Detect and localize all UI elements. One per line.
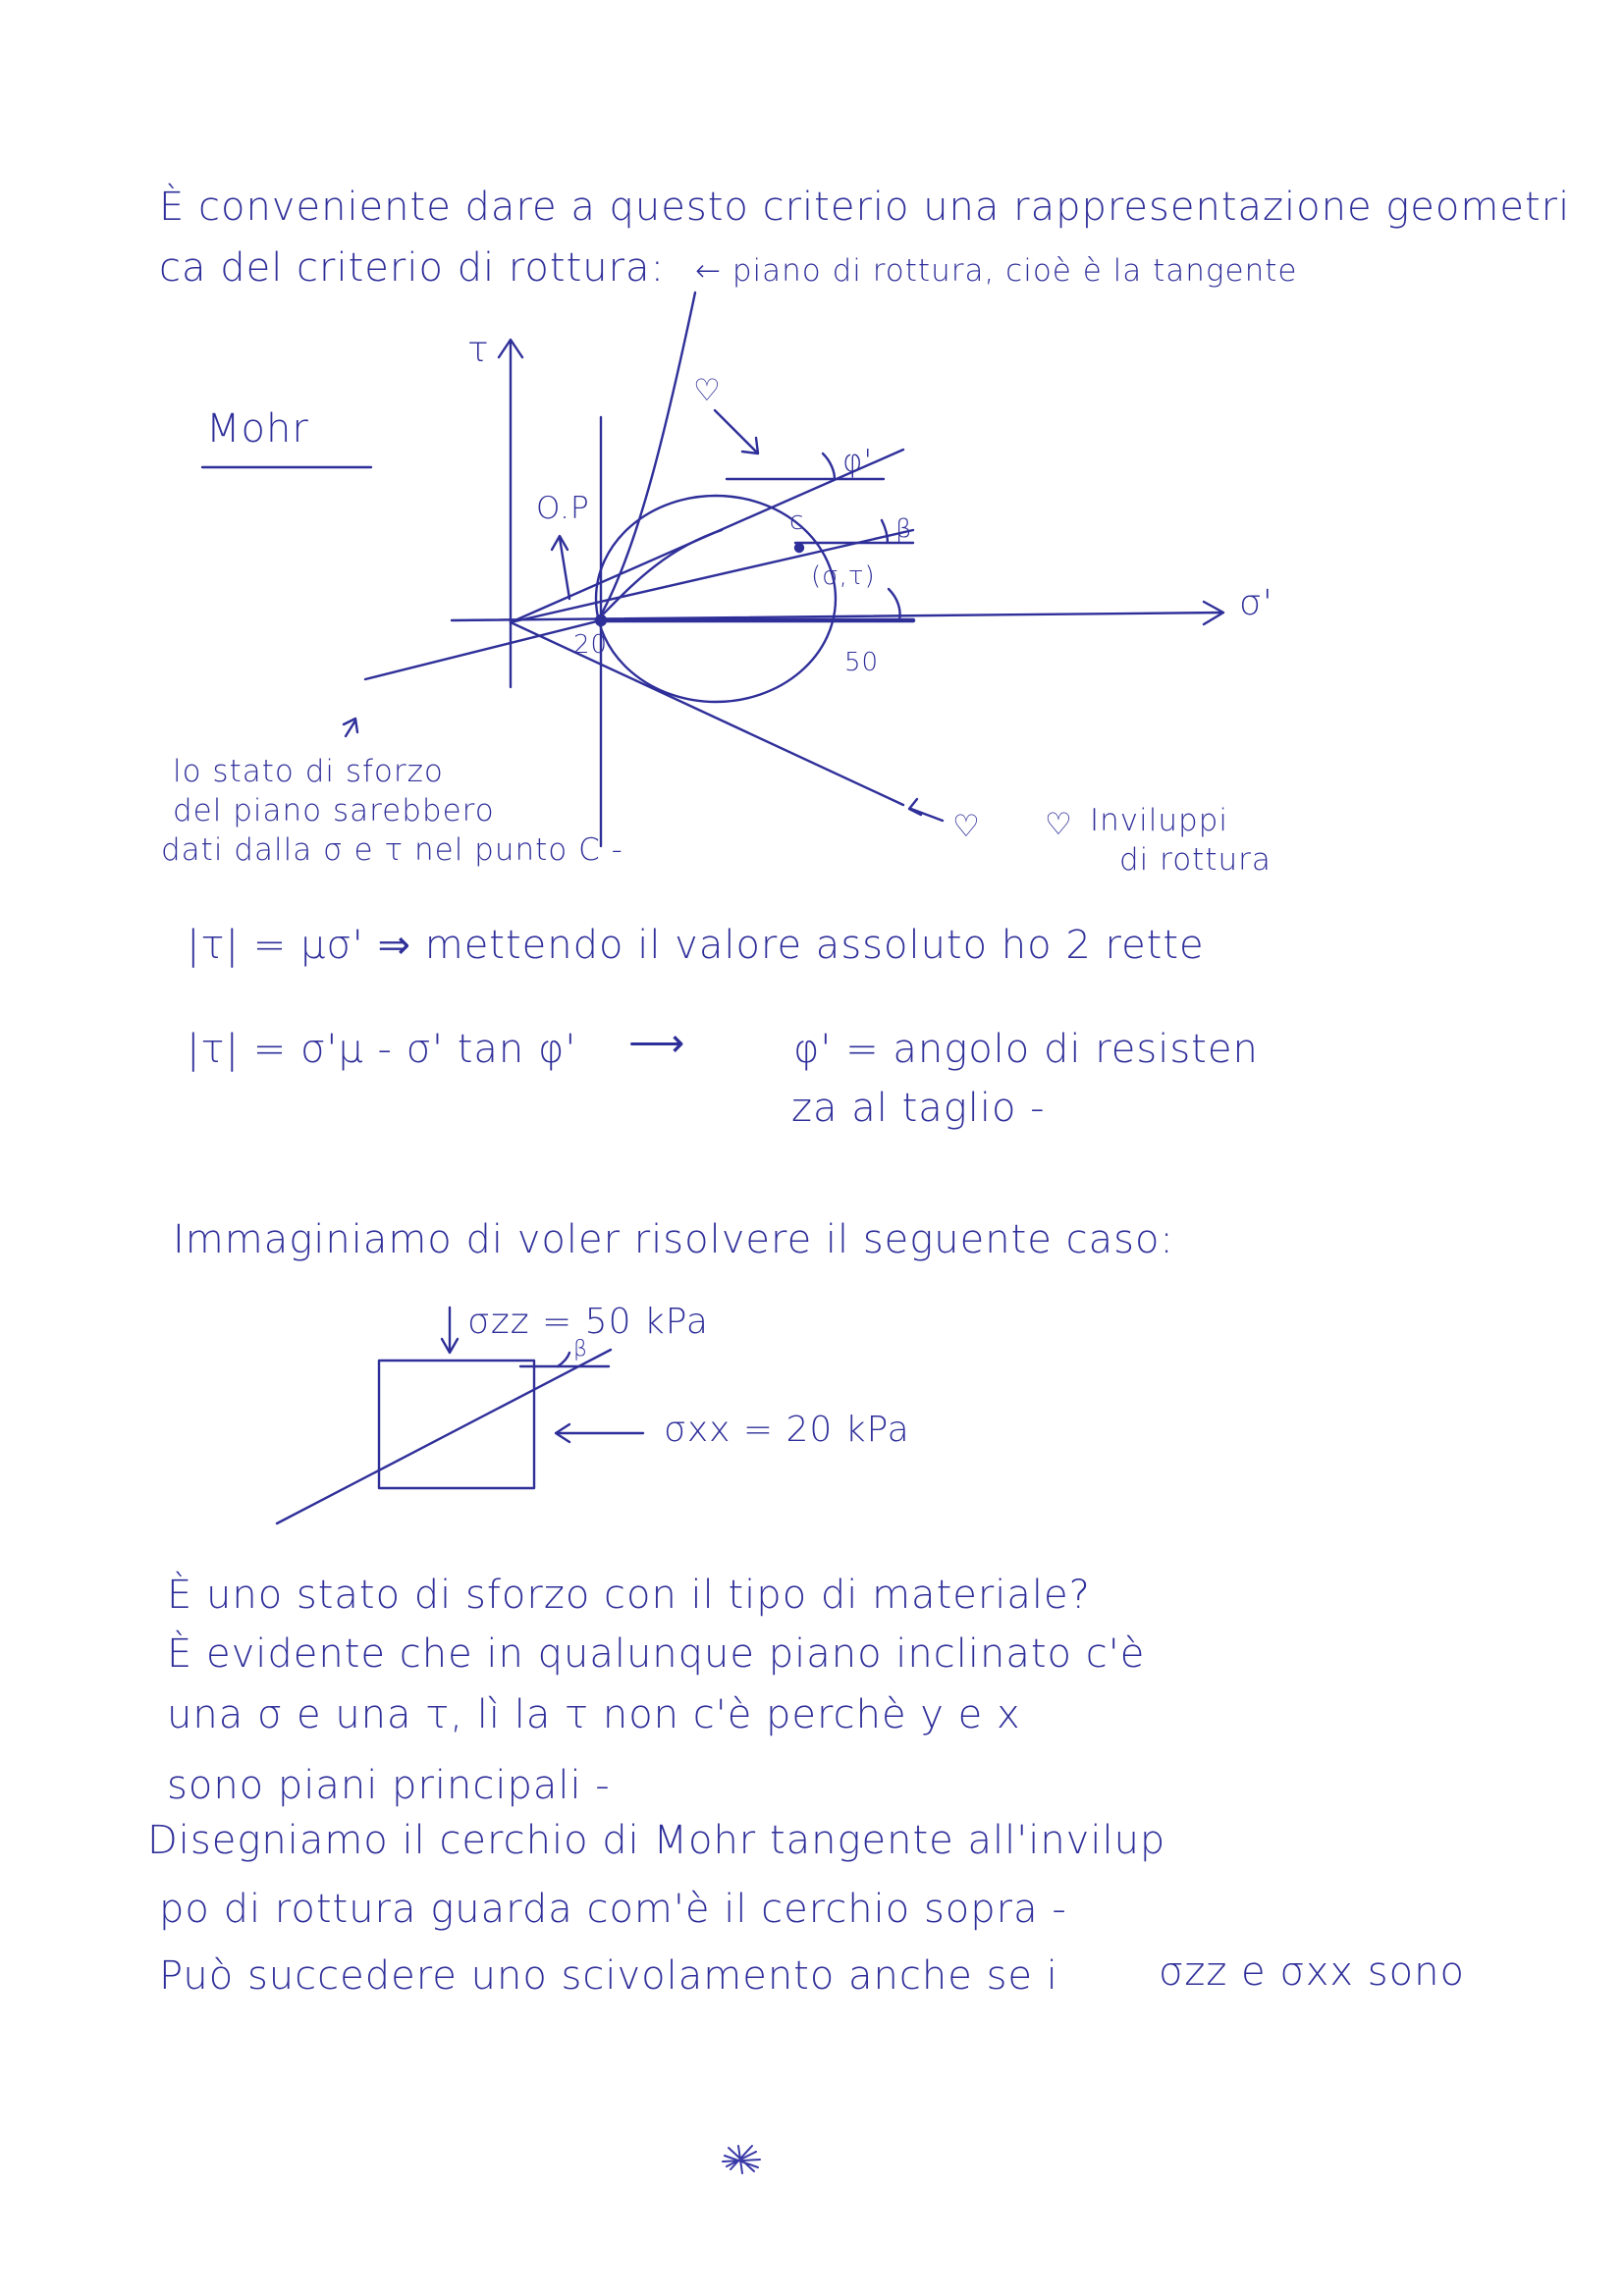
heart-arrow: [715, 410, 756, 452]
point-coords-label: (σ,τ): [811, 561, 876, 591]
heart-mark-top: ♡: [693, 373, 722, 408]
op-arrow: [560, 538, 569, 599]
beta-arc: [882, 520, 888, 543]
discussion-line-7: Può succedere uno scivolamento anche se i: [159, 1953, 1058, 1999]
mohr-label: Mohr: [206, 406, 309, 452]
state-note-line-2: del piano sarebbero: [173, 793, 495, 828]
state-note-line-3: dati dalla σ e τ nel punto C -: [161, 832, 623, 868]
beta-label: β: [895, 514, 913, 544]
rupture-plane-note: ← piano di rottura, cioè è la tangente: [695, 253, 1298, 289]
phi-definition-line-1: φ' = angolo di resisten: [793, 1027, 1259, 1072]
point-c-dot: [795, 544, 803, 552]
element-square: [379, 1361, 534, 1488]
equation-2-arrow: ⟶: [628, 1021, 686, 1066]
sigma-zz-label: σzz = 50 kPa: [467, 1302, 709, 1342]
op-label: O.P: [536, 491, 590, 526]
tick-50-label: 50: [844, 648, 880, 677]
envelope-note-line-2: di rottura: [1119, 842, 1272, 878]
beta-arc-small: [558, 1353, 569, 1366]
rupture-plane-line: [599, 293, 695, 618]
point-20-dot: [596, 615, 606, 625]
tick-20-label: 20: [573, 630, 609, 660]
axis-tau-label: τ: [467, 330, 490, 370]
state-note-line-1: lo stato di sforzo: [173, 754, 444, 789]
intro-line-2: ca del criterio di rottura:: [159, 245, 666, 291]
problem-intro: Immaginiamo di voler risolvere il seguente caso:: [173, 1217, 1174, 1262]
envelope-note-line-1: Inviluppi: [1090, 803, 1228, 838]
equation-1: |τ| = μσ' ⇒ mettendo il valore assoluto ho 2 rette: [187, 923, 1205, 968]
scribble-mark: [723, 2146, 760, 2173]
phi-label: φ': [842, 444, 873, 479]
discussion-line-6: po di rottura guarda com'è il cerchio sopra -: [159, 1887, 1067, 1932]
discussion-line-5: Disegniamo il cerchio di Mohr tangente all'invilup: [147, 1818, 1166, 1863]
discussion-line-3: una σ e una τ, lì la τ non c'è perchè y e x: [167, 1692, 1021, 1737]
phi-arc: [823, 454, 835, 479]
problem-beta-label: β: [573, 1337, 589, 1362]
sigma-xx-label: σxx = 20 kPa: [664, 1410, 910, 1450]
phi-definition-line-2: za al taglio -: [791, 1086, 1046, 1131]
axis-sigma-label: σ': [1239, 583, 1273, 623]
discussion-line-7-end: σzz e σxx sono: [1159, 1949, 1465, 1995]
oblique-line: [365, 620, 601, 679]
heart-mark-envelope: ♡: [1045, 807, 1073, 842]
discussion-line-4: sono piani principali -: [167, 1763, 611, 1808]
equation-2: |τ| = σ'μ - σ' tan φ': [187, 1027, 577, 1072]
envelope-arrow: [911, 809, 943, 821]
intro-line-1: È conveniente dare a questo criterio una rappresentazione geometri: [159, 185, 1571, 230]
discussion-line-1: È uno stato di sforzo con il tipo di materiale?: [167, 1573, 1091, 1618]
heart-mark-bottom: ♡: [952, 809, 981, 844]
point-c-label: c: [789, 507, 805, 536]
discussion-line-2: È evidente che in qualunque piano inclinato c'è: [167, 1631, 1146, 1677]
